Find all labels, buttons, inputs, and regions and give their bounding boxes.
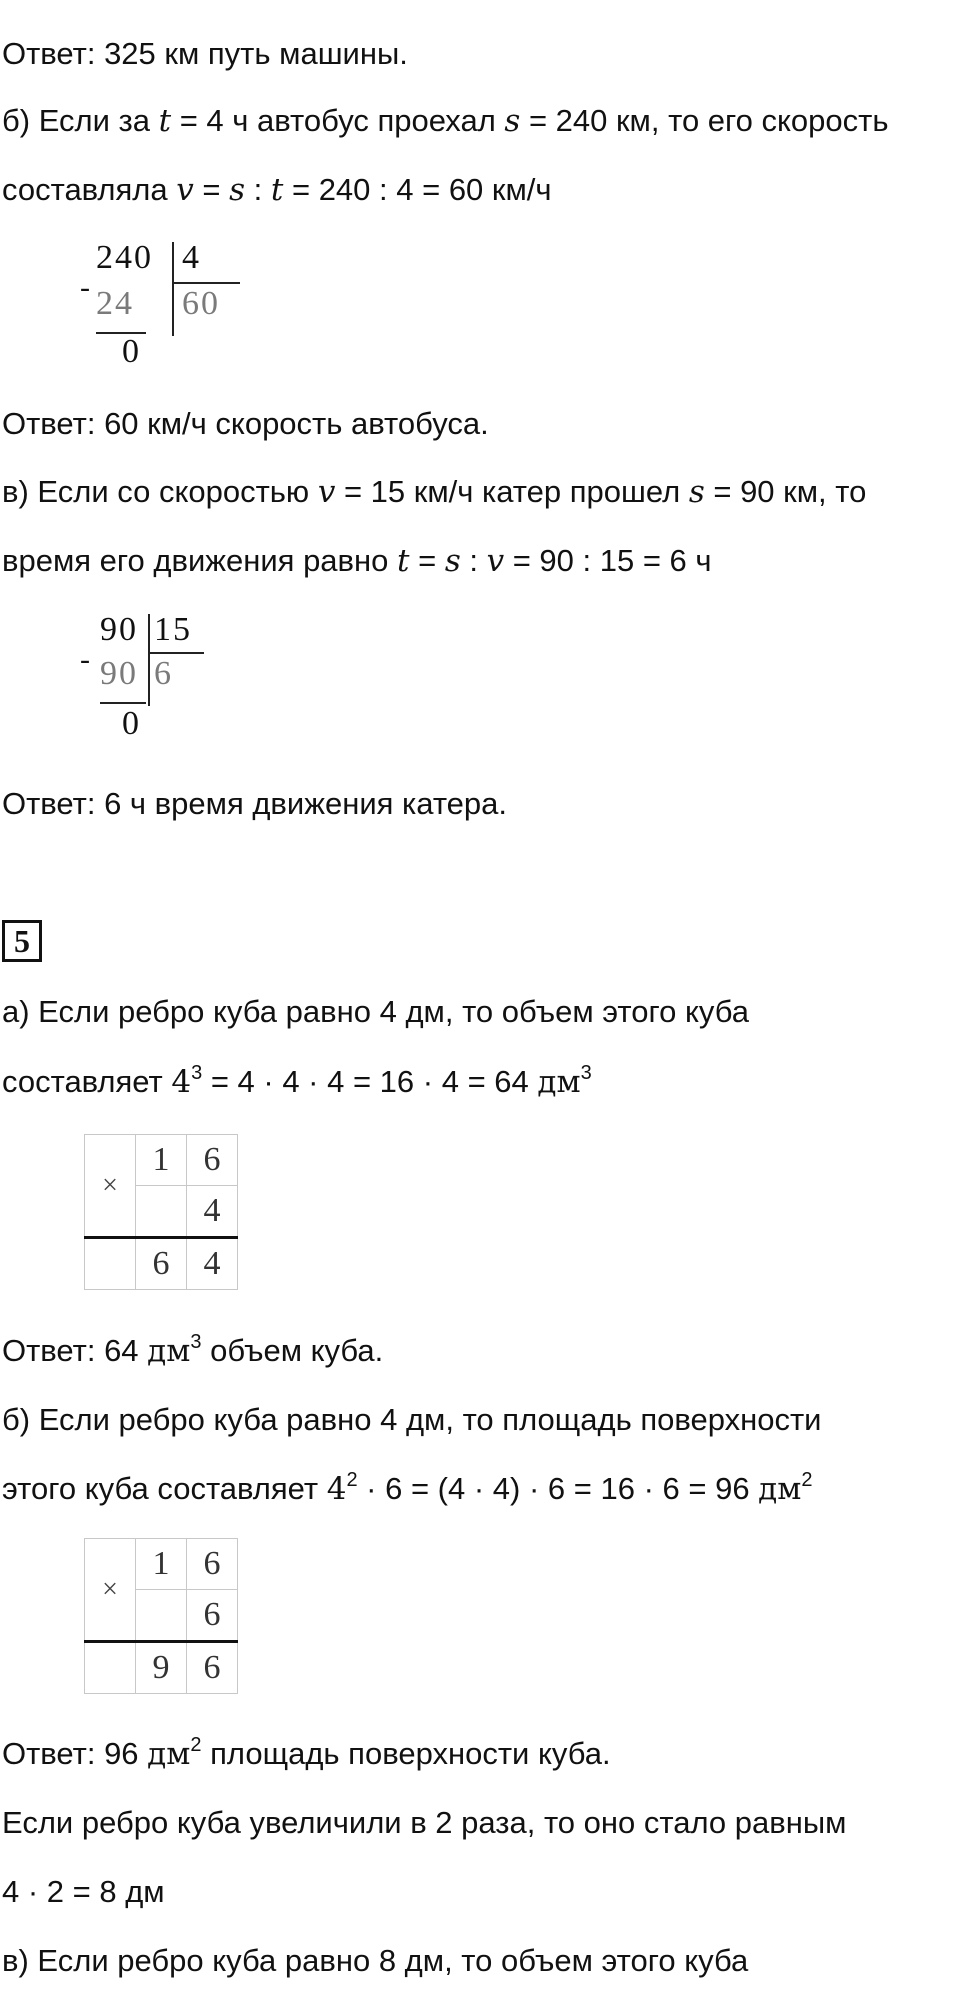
dividend: 90 xyxy=(100,611,138,648)
exponent: 2 xyxy=(346,1469,358,1491)
var-t: t xyxy=(270,172,284,208)
edge-doubled-calc: 4 · 2 = 8 дм xyxy=(2,1874,165,1909)
boat-time-formula xyxy=(2,541,712,581)
var-v: v xyxy=(486,543,505,579)
digit: 6 xyxy=(187,1135,238,1186)
text: = xyxy=(193,172,230,207)
text: этого куба составляет xyxy=(2,1471,327,1506)
var-s: s xyxy=(504,103,521,139)
unit: дм xyxy=(758,1471,802,1507)
text: = 4 · 4 · 4 = 16 · 4 = 64 xyxy=(202,1064,538,1099)
empty-cell xyxy=(85,1238,136,1290)
unit-exponent: 3 xyxy=(190,1331,202,1353)
text: Ответ: 96 xyxy=(2,1736,148,1771)
unit: дм xyxy=(147,1736,191,1772)
base: 4 xyxy=(171,1064,192,1100)
unit: дм xyxy=(537,1064,581,1100)
unit-exponent: 3 xyxy=(580,1062,592,1084)
text: = 4 ч автобус проехал xyxy=(171,103,505,138)
text: = xyxy=(409,543,445,578)
digit: 4 xyxy=(187,1186,238,1238)
digit xyxy=(136,1186,187,1238)
part-v-boat-condition xyxy=(2,472,866,512)
part-b-cube-surface: б) Если ребро куба равно 4 дм, то площадь поверхности xyxy=(2,1402,822,1437)
text: Ответ: 64 xyxy=(2,1333,148,1368)
digit xyxy=(136,1590,187,1642)
remainder: 0 xyxy=(122,333,141,370)
divisor: 4 xyxy=(182,239,201,276)
text: составляла xyxy=(2,172,177,207)
digit: 1 xyxy=(136,1135,187,1186)
times-sign: × xyxy=(85,1539,136,1642)
long-division-90-by-15 xyxy=(80,612,220,752)
answer-cube-surface xyxy=(2,1734,611,1778)
multiplication-16-by-4 xyxy=(84,1134,238,1290)
var-s: s xyxy=(688,474,705,510)
text: в) Если со скоростью xyxy=(2,474,318,509)
unit-exponent: 2 xyxy=(801,1469,813,1491)
var-v: v xyxy=(317,474,336,510)
digit: 6 xyxy=(187,1590,238,1642)
cube-volume-formula xyxy=(2,1062,592,1106)
base: 4 xyxy=(326,1471,347,1507)
dividend: 240 xyxy=(96,239,153,276)
task-number-badge: 5 xyxy=(2,920,42,962)
minus-sign: - xyxy=(80,643,92,676)
digit: 9 xyxy=(136,1642,187,1694)
text: = 90 : 15 = 6 ч xyxy=(504,543,712,578)
subtraction-line xyxy=(100,702,146,704)
divisor-underline xyxy=(148,652,204,654)
long-division-240-by-4 xyxy=(80,240,240,380)
text: = 240 : 4 = 60 км/ч xyxy=(283,172,552,207)
digit: 4 xyxy=(187,1238,238,1290)
times-sign: × xyxy=(85,1135,136,1238)
answer-bus-speed: Ответ: 60 км/ч скорость автобуса. xyxy=(2,406,489,441)
var-t: t xyxy=(158,103,172,139)
quotient: 60 xyxy=(182,285,220,322)
divisor-underline xyxy=(172,282,240,284)
divisor: 15 xyxy=(154,611,192,648)
text: время его движения равно xyxy=(2,543,397,578)
bus-speed-formula xyxy=(2,170,552,210)
subtrahend: 24 xyxy=(96,285,134,322)
division-vertical-bar xyxy=(172,242,174,336)
part-a-cube-volume: а) Если ребро куба равно 4 дм, то объем этого куба xyxy=(2,994,750,1029)
text: : xyxy=(245,172,271,207)
answer-boat-time: Ответ: 6 ч время движения катера. xyxy=(2,786,508,821)
division-vertical-bar xyxy=(148,614,150,706)
edge-doubled-statement: Если ребро куба увеличили в 2 раза, то оно стало равным xyxy=(2,1805,847,1840)
digit: 6 xyxy=(187,1642,238,1694)
digit: 1 xyxy=(136,1539,187,1590)
multiplication-16-by-6 xyxy=(84,1538,238,1694)
remainder: 0 xyxy=(122,705,141,742)
digit: 6 xyxy=(187,1539,238,1590)
text: составляет xyxy=(2,1064,172,1099)
exponent: 3 xyxy=(191,1062,203,1084)
text: = 240 км, то его скорость xyxy=(520,103,889,138)
part-b-bus-condition xyxy=(2,101,889,141)
text: = 90 км, то xyxy=(704,474,867,509)
digit: 6 xyxy=(136,1238,187,1290)
text: объем куба. xyxy=(201,1333,384,1368)
text: = 15 км/ч катер прошел xyxy=(335,474,689,509)
text: б) Если за xyxy=(2,103,159,138)
subtrahend: 90 xyxy=(100,655,138,692)
unit-exponent: 2 xyxy=(190,1734,202,1756)
unit: дм xyxy=(147,1333,191,1369)
var-s: s xyxy=(229,172,246,208)
text: : xyxy=(460,543,487,578)
quotient: 6 xyxy=(154,655,173,692)
part-v-cube-volume: в) Если ребро куба равно 8 дм, то объем этого куба xyxy=(2,1943,749,1978)
text: · 6 = (4 · 4) · 6 = 16 · 6 = 96 xyxy=(357,1471,759,1506)
cube-surface-formula xyxy=(2,1469,813,1513)
empty-cell xyxy=(85,1642,136,1694)
var-t: t xyxy=(397,543,410,579)
answer-car-distance: Ответ: 325 км путь машины. xyxy=(2,36,408,71)
var-s: s xyxy=(444,543,461,579)
minus-sign: - xyxy=(80,271,92,304)
var-v: v xyxy=(176,172,194,208)
text: площадь поверхности куба. xyxy=(201,1736,611,1771)
answer-cube-volume xyxy=(2,1331,383,1375)
